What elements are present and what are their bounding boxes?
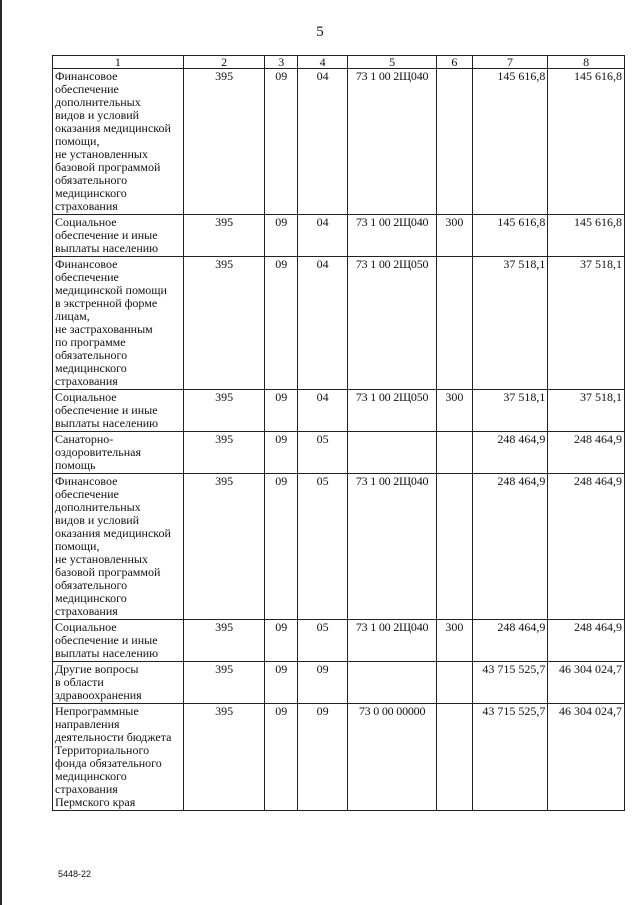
table-header <box>53 56 625 69</box>
table-row <box>53 662 625 704</box>
name-line: Территориального <box>55 743 150 757</box>
cell-expense-type: 300 <box>437 620 473 662</box>
cell-subsection: 05 <box>298 432 348 474</box>
cell-subsection: 04 <box>298 215 348 257</box>
name-line: видов и условий <box>55 513 140 527</box>
cell-target-article: 73 1 00 2Щ040 <box>348 620 437 662</box>
name-line: страхования <box>55 374 118 388</box>
table-row <box>53 620 625 662</box>
table-row <box>53 215 625 257</box>
cell-name <box>53 390 184 432</box>
cell-name <box>53 432 184 474</box>
cell-name <box>53 704 184 811</box>
name-line: дополнительных <box>55 95 141 109</box>
name-line: фонда обязательного <box>55 756 162 770</box>
cell-section: 09 <box>265 69 298 215</box>
name-line: не установленных <box>55 552 148 566</box>
cell-amount-year-1: 145 616,8 <box>472 69 548 215</box>
name-line: оздоровительная <box>55 445 142 459</box>
cell-subsection: 04 <box>298 390 348 432</box>
cell-amount-year-2: 46 304 024,7 <box>548 704 625 811</box>
scan-edge <box>0 0 2 905</box>
budget-table <box>52 55 625 811</box>
cell-section: 09 <box>265 704 298 811</box>
cell-amount-year-2: 37 518,1 <box>548 390 625 432</box>
name-line: помощи, <box>55 539 100 553</box>
name-line: оказания медицинской <box>55 526 171 540</box>
header-row <box>53 56 625 69</box>
table-row <box>53 432 625 474</box>
name-line: страхования <box>55 199 118 213</box>
table-row <box>53 474 625 620</box>
document-code: 5448-22 <box>58 869 92 879</box>
cell-amount-year-2: 46 304 024,7 <box>548 662 625 704</box>
page-number: 5 <box>316 24 324 40</box>
cell-name <box>53 69 184 215</box>
cell-amount-year-1: 248 464,9 <box>472 474 548 620</box>
cell-subsection: 04 <box>298 257 348 390</box>
cell-admin-code: 395 <box>183 662 265 704</box>
name-line: направления <box>55 717 120 731</box>
cell-subsection: 05 <box>298 620 348 662</box>
name-line: Финансовое <box>55 257 118 271</box>
name-line: видов и условий <box>55 108 140 122</box>
name-line: медицинского <box>55 591 127 605</box>
name-line: базовой программой <box>55 160 161 174</box>
name-line: медицинского <box>55 361 127 375</box>
name-line: деятельности бюджета <box>55 730 172 744</box>
cell-name <box>53 215 184 257</box>
cell-name <box>53 620 184 662</box>
cell-target-article: 73 0 00 00000 <box>348 704 437 811</box>
cell-amount-year-1: 43 715 525,7 <box>472 704 548 811</box>
cell-admin-code: 395 <box>183 69 265 215</box>
cell-amount-year-2: 248 464,9 <box>548 474 625 620</box>
cell-target-article: 73 1 00 2Щ040 <box>348 215 437 257</box>
name-line: страхования <box>55 604 118 618</box>
table-row <box>53 69 625 215</box>
name-line: здравоохранения <box>55 688 142 702</box>
cell-amount-year-1: 37 518,1 <box>472 390 548 432</box>
name-line: медицинского <box>55 186 127 200</box>
name-line: базовой программой <box>55 565 161 579</box>
cell-section: 09 <box>265 432 298 474</box>
name-line: обязательного <box>55 578 128 592</box>
header-cell-6: 6 <box>437 56 473 69</box>
cell-section: 09 <box>265 662 298 704</box>
name-line: не застрахованным <box>55 322 153 336</box>
name-line: Социальное <box>55 215 117 229</box>
name-line: обязательного <box>55 173 128 187</box>
cell-amount-year-2: 145 616,8 <box>548 215 625 257</box>
table-row <box>53 704 625 811</box>
cell-admin-code: 395 <box>183 215 265 257</box>
cell-target-article: 73 1 00 2Щ040 <box>348 69 437 215</box>
cell-expense-type <box>437 257 473 390</box>
name-line: выплаты населению <box>55 241 159 255</box>
name-line: обеспечение и иные <box>55 228 158 242</box>
cell-admin-code: 395 <box>183 432 265 474</box>
cell-amount-year-1: 37 518,1 <box>472 257 548 390</box>
cell-expense-type <box>437 474 473 620</box>
cell-target-article <box>348 662 437 704</box>
cell-admin-code: 395 <box>183 474 265 620</box>
cell-section: 09 <box>265 257 298 390</box>
header-cell-5: 5 <box>348 56 437 69</box>
name-line: Санаторно- <box>55 432 114 446</box>
name-line: Социальное <box>55 390 117 404</box>
name-line: Социальное <box>55 620 117 634</box>
cell-expense-type <box>437 69 473 215</box>
cell-amount-year-1: 248 464,9 <box>472 620 548 662</box>
name-line: помощи, <box>55 134 100 148</box>
cell-subsection: 09 <box>298 704 348 811</box>
name-line: обеспечение и иные <box>55 633 158 647</box>
cell-expense-type: 300 <box>437 390 473 432</box>
cell-section: 09 <box>265 215 298 257</box>
cell-subsection: 04 <box>298 69 348 215</box>
name-line: Пермского края <box>55 795 136 809</box>
table-row <box>53 390 625 432</box>
cell-expense-type <box>437 704 473 811</box>
table-body <box>53 69 625 811</box>
name-line: обеспечение <box>55 487 119 501</box>
header-cell-3: 3 <box>265 56 298 69</box>
cell-amount-year-1: 248 464,9 <box>472 432 548 474</box>
name-line: обеспечение <box>55 82 119 96</box>
header-cell-2: 2 <box>183 56 265 69</box>
cell-admin-code: 395 <box>183 257 265 390</box>
name-line: медицинской помощи <box>55 283 167 297</box>
cell-admin-code: 395 <box>183 620 265 662</box>
cell-subsection: 05 <box>298 474 348 620</box>
name-line: обеспечение и иные <box>55 403 158 417</box>
cell-section: 09 <box>265 474 298 620</box>
header-cell-8: 8 <box>548 56 625 69</box>
name-line: страхования <box>55 782 118 796</box>
cell-target-article: 73 1 00 2Щ050 <box>348 390 437 432</box>
cell-admin-code: 395 <box>183 390 265 432</box>
name-line: оказания медицинской <box>55 121 171 135</box>
name-line: Непрограммные <box>55 704 139 718</box>
cell-amount-year-2: 145 616,8 <box>548 69 625 215</box>
header-cell-7: 7 <box>472 56 548 69</box>
name-line: Финансовое <box>55 474 118 488</box>
name-line: Финансовое <box>55 69 118 83</box>
cell-amount-year-1: 43 715 525,7 <box>472 662 548 704</box>
name-line: по программе <box>55 335 126 349</box>
cell-admin-code: 395 <box>183 704 265 811</box>
header-cell-4: 4 <box>298 56 348 69</box>
cell-target-article: 73 1 00 2Щ050 <box>348 257 437 390</box>
header-cell-1: 1 <box>53 56 184 69</box>
cell-expense-type <box>437 432 473 474</box>
name-line: не установленных <box>55 147 148 161</box>
cell-name <box>53 257 184 390</box>
name-line: Другие вопросы <box>55 662 139 676</box>
cell-amount-year-2: 248 464,9 <box>548 432 625 474</box>
cell-section: 09 <box>265 620 298 662</box>
cell-expense-type <box>437 662 473 704</box>
cell-amount-year-2: 248 464,9 <box>548 620 625 662</box>
name-line: выплаты населению <box>55 416 159 430</box>
name-line: выплаты населению <box>55 646 159 660</box>
name-line: лицам, <box>55 309 90 323</box>
name-line: в области <box>55 675 104 689</box>
cell-section: 09 <box>265 390 298 432</box>
name-line: дополнительных <box>55 500 141 514</box>
name-line: обеспечение <box>55 270 119 284</box>
name-line: помощь <box>55 458 96 472</box>
cell-name <box>53 662 184 704</box>
name-line: медицинского <box>55 769 127 783</box>
cell-expense-type: 300 <box>437 215 473 257</box>
cell-target-article <box>348 432 437 474</box>
cell-amount-year-1: 145 616,8 <box>472 215 548 257</box>
name-line: в экстренной форме <box>55 296 158 310</box>
cell-target-article: 73 1 00 2Щ040 <box>348 474 437 620</box>
cell-name <box>53 474 184 620</box>
name-line: обязательного <box>55 348 128 362</box>
table-row <box>53 257 625 390</box>
cell-amount-year-2: 37 518,1 <box>548 257 625 390</box>
cell-subsection: 09 <box>298 662 348 704</box>
